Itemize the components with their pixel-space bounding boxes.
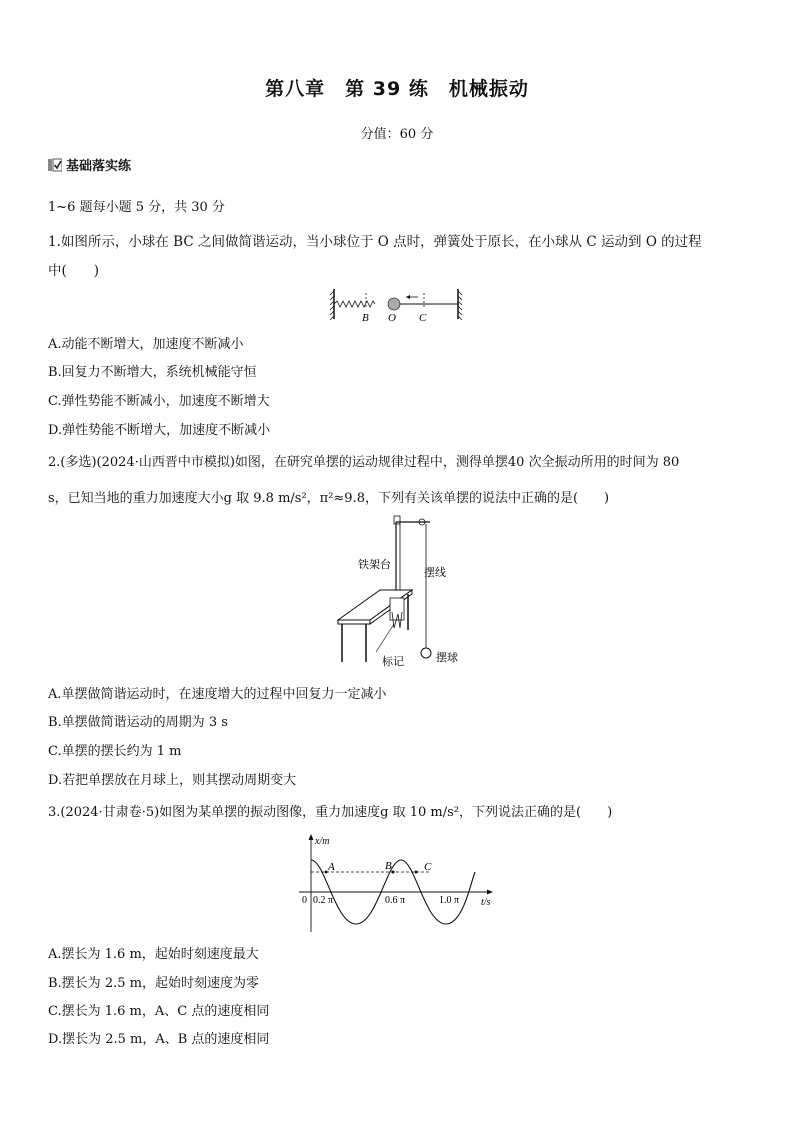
pendulum-bob bbox=[421, 648, 431, 658]
label-O: O bbox=[388, 312, 396, 324]
q3-stem: 3.(2024·甘肃卷·5)如图为某单摆的振动图像，重力加速度g 取 10 m/s²，下列说法正确的是( ) bbox=[48, 805, 613, 820]
ball bbox=[388, 298, 400, 310]
pendulum-figure bbox=[330, 512, 470, 670]
spring bbox=[334, 301, 375, 307]
q2-option-a: A.单摆做简谐运动时，在速度增大的过程中回复力一定减小 bbox=[48, 687, 387, 702]
q3-option-d: D.摆长为 2.5 m，A、B 点的速度相同 bbox=[48, 1032, 270, 1047]
point-C: C bbox=[424, 861, 432, 873]
tick-0-2pi: 0.2 π bbox=[313, 895, 334, 906]
q3-option-a: A.摆长为 1.6 m，起始时刻速度最大 bbox=[48, 947, 259, 962]
q1-stem-line1: 1.如图所示，小球在 BC 之间做简谐运动，当小球位于 O 点时，弹簧处于原长，在小球从 C 运动到 O 的过程 bbox=[48, 234, 702, 250]
label-mark: 标记 bbox=[382, 656, 404, 668]
x-axis-label: t/s bbox=[481, 897, 491, 908]
q2-option-c: C.单摆的摆长约为 1 m bbox=[48, 744, 182, 759]
tick-1-0pi: 1.0 π bbox=[439, 895, 460, 906]
q1-option-b: B.回复力不断增大，系统机械能守恒 bbox=[48, 365, 257, 380]
score-label: 分值：60 分 bbox=[360, 127, 434, 142]
q3-option-b: B.摆长为 2.5 m，起始时刻速度为零 bbox=[48, 976, 259, 991]
label-stand: 铁架台 bbox=[358, 559, 391, 571]
label-B: B bbox=[362, 312, 369, 324]
y-axis-label: x/m bbox=[315, 836, 330, 847]
page-title: 第八章 第 39 练 机械振动 bbox=[265, 78, 529, 100]
origin-label: 0 bbox=[302, 895, 307, 906]
point-B: B bbox=[385, 860, 392, 872]
checklist-icon bbox=[48, 158, 62, 172]
q2-stem-line1: 2.(多选)(2024·山西晋中市模拟)如图，在研究单摆的运动规律过程中，测得单摆40 次全振动所用的时间为 80 bbox=[48, 455, 680, 470]
group-note: 1~6 题每小题 5 分，共 30 分 bbox=[48, 200, 225, 215]
vibration-graph bbox=[295, 832, 505, 936]
q1-option-d: D.弹性势能不断增大，加速度不断减小 bbox=[48, 423, 271, 438]
section-heading bbox=[48, 155, 131, 174]
label-string: 摆线 bbox=[424, 567, 446, 579]
section-title: 基础落实练 bbox=[66, 159, 132, 174]
q1-stem-line2: 中( ) bbox=[48, 263, 100, 279]
spring-oscillator-figure bbox=[328, 285, 464, 325]
q2-stem-line2: s，已知当地的重力加速度大小g 取 9.8 m/s²，π²≈9.8，下列有关该单摆的说法中正确的是( ) bbox=[48, 491, 610, 506]
tick-0-6pi: 0.6 π bbox=[385, 895, 406, 906]
q1-option-c: C.弹性势能不断减小，加速度不断增大 bbox=[48, 394, 270, 409]
q1-option-a: A.动能不断增大，加速度不断减小 bbox=[48, 337, 244, 352]
q3-option-c: C.摆长为 1.6 m，A、C 点的速度相同 bbox=[48, 1004, 270, 1019]
q2-option-d: D.若把单摆放在月球上，则其摆动周期变大 bbox=[48, 773, 297, 788]
q2-option-b: B.单摆做简谐运动的周期为 3 s bbox=[48, 715, 228, 730]
label-C: C bbox=[419, 312, 427, 324]
point-A: A bbox=[328, 861, 335, 873]
label-bob: 摆球 bbox=[436, 652, 458, 664]
